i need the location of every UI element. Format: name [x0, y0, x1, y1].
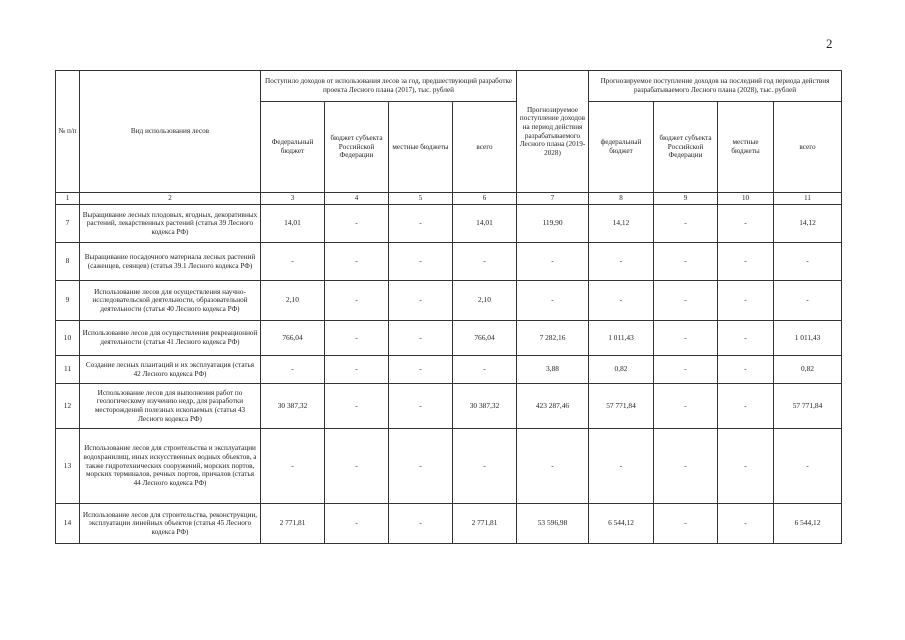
last-total: - [774, 429, 842, 504]
header-sub-prev-local: местные бюджеты [389, 102, 453, 193]
last-local: - [718, 281, 774, 321]
table-row [56, 243, 842, 281]
column-index: 8 [589, 193, 654, 205]
column-index: 10 [718, 193, 774, 205]
column-index: 6 [453, 193, 517, 205]
prev-total: 766,04 [453, 321, 517, 356]
header-col-type: Вид использования лесов [80, 71, 261, 193]
last-total: - [774, 281, 842, 321]
prev-total: 2 771,81 [453, 504, 517, 544]
row-number: 13 [56, 429, 80, 504]
last-total: 1 011,43 [774, 321, 842, 356]
last-local: - [718, 356, 774, 384]
forecast-period: 423 287,46 [517, 384, 589, 429]
prev-regional: - [325, 281, 389, 321]
header-sub-last-local: местные бюджеты [718, 102, 774, 193]
prev-regional: - [325, 504, 389, 544]
last-regional: - [654, 281, 718, 321]
last-regional: - [654, 243, 718, 281]
table-header [56, 71, 842, 205]
header-group-last: Прогнозируемое поступление доходов на последний год периода действия разрабатываемого Лесного плана (2028), тыс. рублей [589, 71, 842, 102]
last-federal: - [589, 243, 654, 281]
usage-type: Использование лесов для осуществления рекреационной деятельности (статья 41 Лесного кодекса РФ) [80, 321, 261, 356]
prev-regional: - [325, 243, 389, 281]
last-local: - [718, 243, 774, 281]
column-index: 9 [654, 193, 718, 205]
table-body [56, 205, 842, 544]
page-number: 2 [826, 36, 833, 51]
usage-type: Использование лесов для выполнения работ по геологическому изучению недр, для разработки месторождений полезных ископаемых (статья 43 Лесного кодекса РФ) [80, 384, 261, 429]
prev-regional: - [325, 429, 389, 504]
row-number: 14 [56, 504, 80, 544]
row-number: 12 [56, 384, 80, 429]
prev-local: - [389, 243, 453, 281]
table-row [56, 281, 842, 321]
column-index: 7 [517, 193, 589, 205]
table-row [56, 356, 842, 384]
header-sub-prev-federal: Федеральный бюджет [261, 102, 325, 193]
prev-federal: - [261, 356, 325, 384]
prev-total: 30 387,32 [453, 384, 517, 429]
last-federal: 1 011,43 [589, 321, 654, 356]
forecast-period: 3,88 [517, 356, 589, 384]
prev-local: - [389, 429, 453, 504]
last-local: - [718, 429, 774, 504]
table-row [56, 321, 842, 356]
prev-federal: 2 771,81 [261, 504, 325, 544]
column-index-row [56, 193, 842, 205]
header-sub-prev-regional: бюджет субъекта Российской Федерации [325, 102, 389, 193]
prev-local: - [389, 321, 453, 356]
prev-local: - [389, 205, 453, 243]
table-row [56, 205, 842, 243]
row-number: 11 [56, 356, 80, 384]
header-sub-last-federal: федеральный бюджет [589, 102, 654, 193]
prev-regional: - [325, 356, 389, 384]
prev-total: - [453, 429, 517, 504]
header-col-forecast: Прогнозируемое поступление доходов на период действия разрабатываемого Лесного плана (2019-2028) [517, 71, 589, 193]
last-federal: - [589, 281, 654, 321]
last-local: - [718, 321, 774, 356]
last-total: 57 771,84 [774, 384, 842, 429]
prev-local: - [389, 356, 453, 384]
column-index: 1 [56, 193, 80, 205]
last-regional: - [654, 504, 718, 544]
header-col-num: № п/п [56, 71, 80, 193]
forecast-period: 119,90 [517, 205, 589, 243]
last-local: - [718, 504, 774, 544]
forecast-period: - [517, 281, 589, 321]
prev-federal: - [261, 243, 325, 281]
header-sub-last-regional: бюджет субъекта Российской Федерации [654, 102, 718, 193]
last-total: 0,82 [774, 356, 842, 384]
usage-type: Выращивание лесных плодовых, ягодных, декоративных растений, лекарственных растений (статья 39 Лесного кодекса РФ) [80, 205, 261, 243]
forecast-period: 7 282,16 [517, 321, 589, 356]
prev-total: 2,10 [453, 281, 517, 321]
forecast-period: 53 596,98 [517, 504, 589, 544]
table-row [56, 429, 842, 504]
header-sub-prev-total: всего [453, 102, 517, 193]
last-regional: - [654, 321, 718, 356]
last-regional: - [654, 205, 718, 243]
last-federal: 57 771,84 [589, 384, 654, 429]
header-sub-last-total: всего [774, 102, 842, 193]
last-total: 6 544,12 [774, 504, 842, 544]
row-number: 10 [56, 321, 80, 356]
income-table [55, 70, 842, 544]
last-regional: - [654, 356, 718, 384]
prev-regional: - [325, 384, 389, 429]
prev-regional: - [325, 205, 389, 243]
column-index: 4 [325, 193, 389, 205]
prev-federal: 2,10 [261, 281, 325, 321]
table-row [56, 504, 842, 544]
prev-federal: 14,01 [261, 205, 325, 243]
prev-local: - [389, 384, 453, 429]
last-federal: 14,12 [589, 205, 654, 243]
prev-total: - [453, 356, 517, 384]
prev-federal: 766,04 [261, 321, 325, 356]
last-total: - [774, 243, 842, 281]
column-index: 3 [261, 193, 325, 205]
table-row [56, 384, 842, 429]
last-local: - [718, 205, 774, 243]
prev-federal: 30 387,32 [261, 384, 325, 429]
usage-type: Использование лесов для осуществления научно-исследовательской деятельности, образовательной деятельности (статья 40 Лесного кодекса РФ) [80, 281, 261, 321]
last-federal: 6 544,12 [589, 504, 654, 544]
forecast-period: - [517, 429, 589, 504]
usage-type: Использование лесов для строительства и эксплуатации водохранилищ, иных искусственных водных объектов, а также гидротехнических сооружений, морских портов, морских терминалов, речных портов, причалов (статья 44 Лесного кодекса РФ) [80, 429, 261, 504]
row-number: 9 [56, 281, 80, 321]
prev-total: - [453, 243, 517, 281]
column-index: 11 [774, 193, 842, 205]
row-number: 8 [56, 243, 80, 281]
last-federal: 0,82 [589, 356, 654, 384]
usage-type: Использование лесов для строительства, реконструкции, эксплуатации линейных объектов (статья 45 Лесного кодекса РФ) [80, 504, 261, 544]
last-regional: - [654, 384, 718, 429]
prev-federal: - [261, 429, 325, 504]
prev-local: - [389, 281, 453, 321]
usage-type: Создание лесных плантаций и их эксплуатация (статья 42 Лесного кодекса РФ) [80, 356, 261, 384]
forecast-period: - [517, 243, 589, 281]
prev-local: - [389, 504, 453, 544]
prev-total: 14,01 [453, 205, 517, 243]
last-regional: - [654, 429, 718, 504]
last-federal: - [589, 429, 654, 504]
row-number: 7 [56, 205, 80, 243]
column-index: 5 [389, 193, 453, 205]
column-index: 2 [80, 193, 261, 205]
usage-type: Выращивание посадочного материала лесных растений (саженцев, сеянцев) (статья 39.1 Лесного кодекса РФ) [80, 243, 261, 281]
prev-regional: - [325, 321, 389, 356]
header-group-prev: Поступило доходов от использования лесов за год, предшествующий разработке проекта Лесного плана (2017), тыс. рублей [261, 71, 517, 102]
last-local: - [718, 384, 774, 429]
last-total: 14,12 [774, 205, 842, 243]
